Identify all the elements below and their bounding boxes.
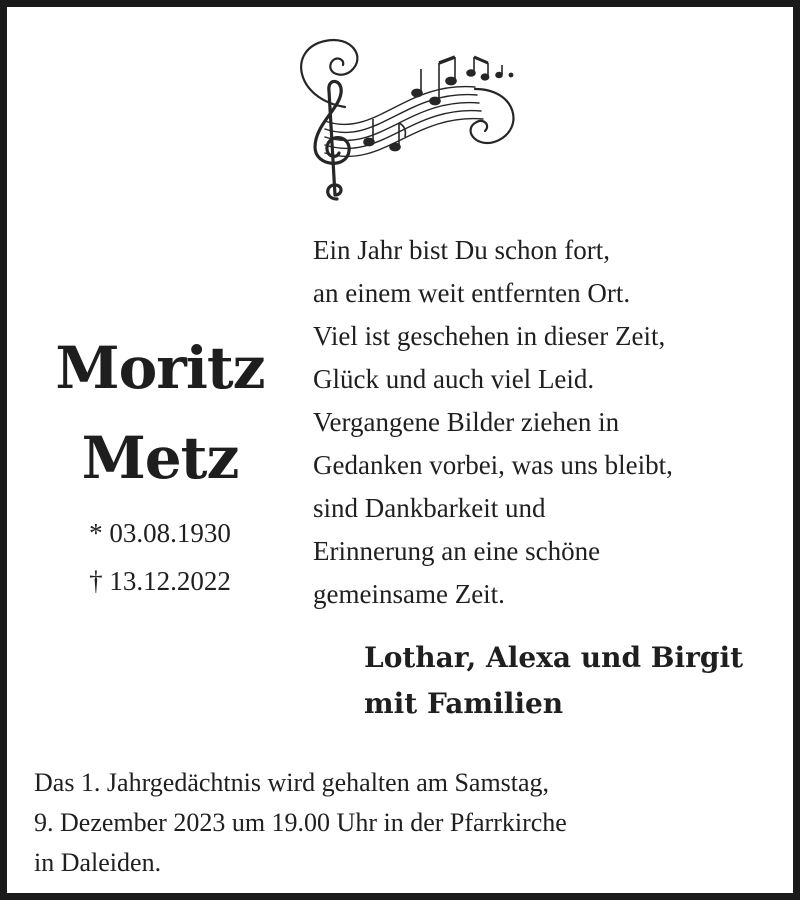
signature-line: Lothar, Alexa und Birgit: [364, 641, 744, 674]
memorial-poem: [313, 229, 793, 616]
deceased-last-name: Metz: [81, 424, 239, 492]
poem-line: sind Dankbarkeit und: [313, 493, 546, 523]
music-notes-icon: [285, 29, 530, 214]
deceased-first-name: Moritz: [55, 334, 265, 402]
poem-line: Glück und auch viel Leid.: [313, 364, 595, 394]
poem-line: Gedanken vorbei, was uns bleibt,: [313, 450, 673, 480]
notice-line: 9. Dezember 2023 um 19.00 Uhr in der Pfarrkirche: [34, 808, 567, 837]
poem-line: Viel ist geschehen in dieser Zeit,: [313, 321, 666, 351]
notice-line: in Daleiden.: [34, 848, 162, 877]
poem-line: gemeinsame Zeit.: [313, 579, 505, 609]
memorial-service-notice: [34, 763, 784, 883]
signature-line: mit Familien: [364, 687, 564, 720]
poem-line: Erinnerung an eine schöne: [313, 536, 601, 566]
death-date: † 13.12.2022: [89, 566, 231, 596]
poem-line: an einem weit entfernten Ort.: [313, 278, 631, 308]
poem-line: Vergangene Bilder ziehen in: [313, 407, 620, 437]
birth-date: * 03.08.1930: [89, 518, 231, 548]
family-signature: [364, 635, 794, 727]
poem-line: Ein Jahr bist Du schon fort,: [313, 235, 610, 265]
notice-line: Das 1. Jahrgedächtnis wird gehalten am Samstag,: [34, 768, 550, 797]
